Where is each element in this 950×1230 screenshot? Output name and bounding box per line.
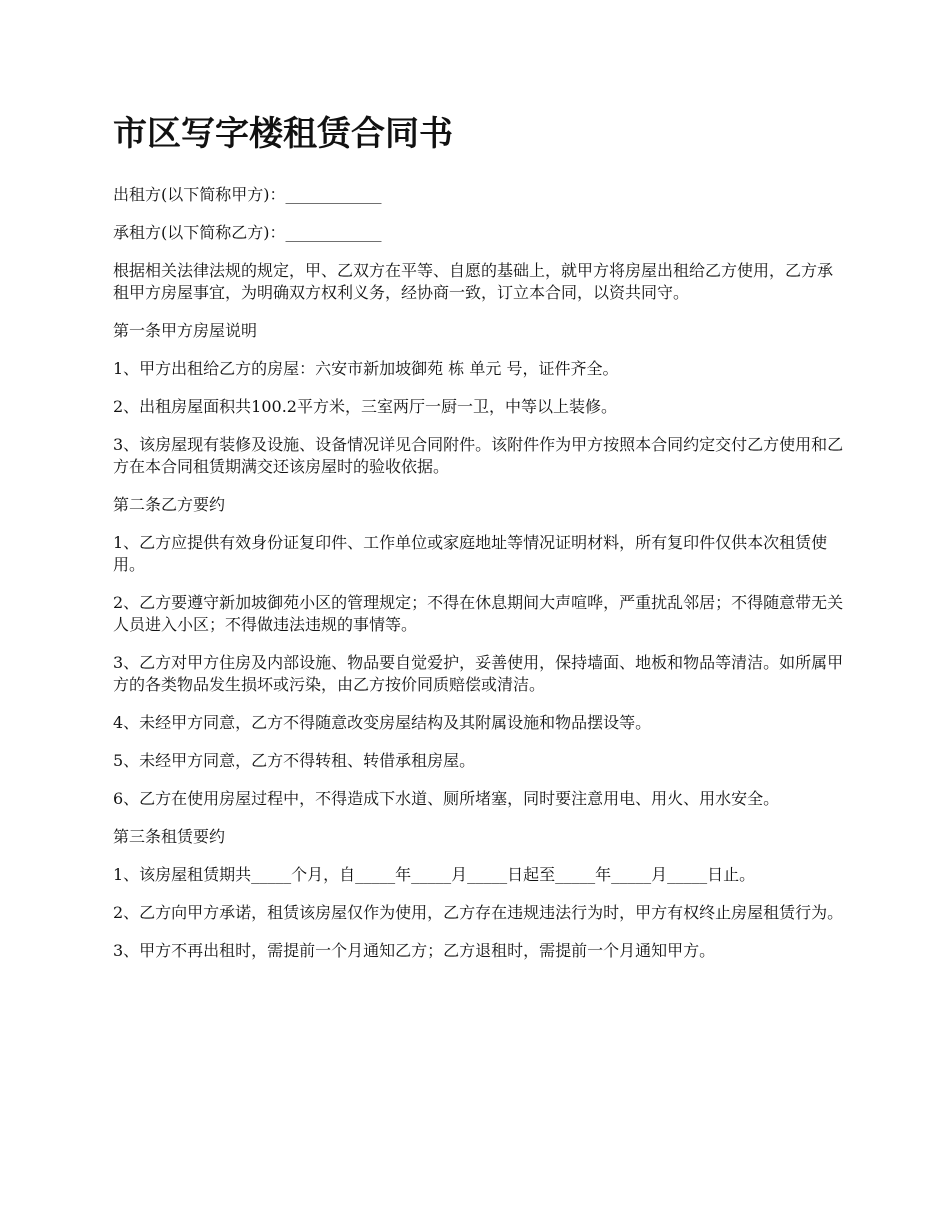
article-2-item-4: 4、未经甲方同意，乙方不得随意改变房屋结构及其附属设施和物品摆设等。: [113, 713, 652, 732]
article-1-heading: 第一条甲方房屋说明: [113, 321, 258, 340]
article-2-item-3: 3、乙方对甲方住房及内部设施、物品要自觉爱护，妥善使用，保持墙面、地板和物品等清洁。如所属甲方的各类物品发生损坏或污染，由乙方按价同质赔偿或清洁。: [113, 653, 844, 694]
article-1-item-3: 3、该房屋现有装修及设施、设备情况详见合同附件。该附件作为甲方按照本合同约定交付乙方使用和乙方在本合同租赁期满交还该房屋时的验收依据。: [113, 435, 844, 476]
article-2-heading: 第二条乙方要约: [113, 495, 226, 514]
article-3-item-3: 3、甲方不再出租时，需提前一个月通知乙方；乙方退租时，需提前一个月通知甲方。: [113, 941, 716, 960]
article-3-item-2: 2、乙方向甲方承诺，租赁该房屋仅作为使用，乙方存在违规违法行为时，甲方有权终止房屋租赁行为。: [113, 903, 844, 922]
article-2-item-1: 1、乙方应提供有效身份证复印件、工作单位或家庭地址等情况证明材料，所有复印件仅供本次租赁使用。: [113, 533, 828, 574]
article-1-item-2: 2、出租房屋面积共100.2平方米，三室两厅一厨一卫，中等以上装修。: [113, 397, 617, 416]
article-2-item-6: 6、乙方在使用房屋过程中，不得造成下水道、厕所堵塞，同时要注意用电、用火、用水安全。: [113, 789, 780, 808]
lessor-line: 出租方(以下简称甲方)：____________: [113, 185, 382, 204]
document-body: [113, 112, 848, 978]
article-2-item-2: 2、乙方要遵守新加坡御苑小区的管理规定；不得在休息期间大声喧哗，严重扰乱邻居；不得随意带无关人员进入小区；不得做违法违规的事情等。: [113, 593, 844, 634]
lessee-line: 承租方(以下简称乙方)：____________: [113, 223, 382, 242]
article-3-item-1: 1、该房屋租赁期共_____个月，自_____年_____月_____日起至_____年_____月_____日止。: [113, 865, 756, 884]
article-2-item-5: 5、未经甲方同意，乙方不得转租、转借承租房屋。: [113, 751, 476, 770]
preamble-paragraph: 根据相关法律法规的规定，甲、乙双方在平等、自愿的基础上，就甲方将房屋出租给乙方使用，乙方承租甲方房屋事宜，为明确双方权利义务，经协商一致，订立本合同，以资共同守。: [113, 261, 834, 302]
article-1-item-1: 1、甲方出租给乙方的房屋：六安市新加坡御苑 栋 单元 号，证件齐全。: [113, 359, 619, 378]
article-3-heading: 第三条租赁要约: [113, 827, 226, 846]
document-title: 市区写字楼租赁合同书: [113, 114, 453, 154]
